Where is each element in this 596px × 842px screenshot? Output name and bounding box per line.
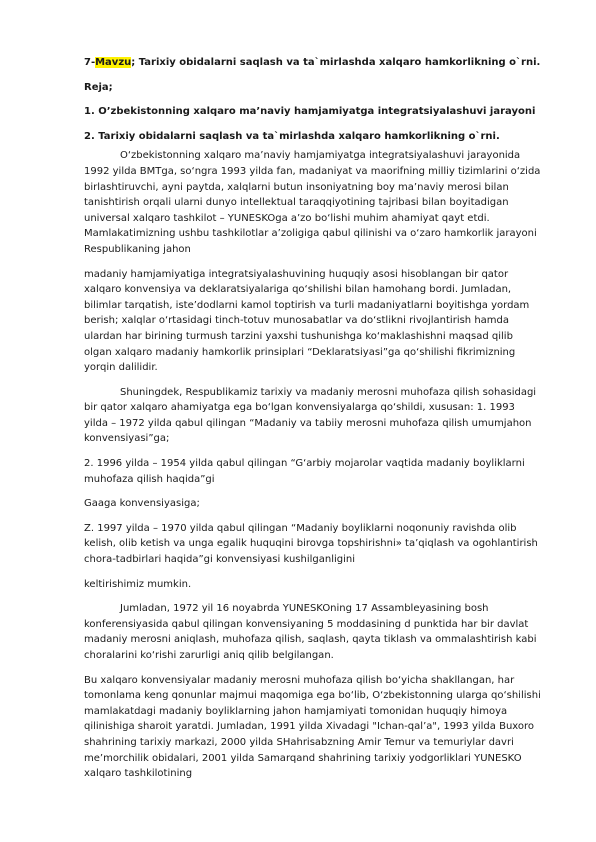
paragraph-9: Bu xalqaro konvensiyalar madaniy merosni muhofaza qilish bo‘yicha shakllangan, har tomonlama keng qonunlar majmui maqomiga ega bo‘lib, O‘zbekistonning ularga qo‘shilishi mamlakatdagi madaniy boyliklarning jahon hamjamiyati tomonidan huquqiy himoya qilinishiga sharoit yaratdi. Jumladan, 1991 yilda Xivadagi "Ichan-qal’a", 1993 yilda Buxoro shahrining tarixiy markazi, 2000 yilda SHahrisabzning Amir Temur va temuriylar davri me’morchilik obidalari, 2001 yilda Samarqand shahrining tarixiy yodgorliklari YUNESKO xalqaro tashkilotining: [84, 674, 541, 780]
paragraph-2: madaniy hamjamiyatiga integratsiyalashuvining huquqiy asosi hisoblangan bir qator xalqaro konvensiya va deklaratsiyalariga qo‘shilishi bilan hamohang bordi. Jumladan, bilimlar tarqatish, iste’dodlarni kamol toptirish va turli madaniyatlarni boyitishga yordam berish; xalqlar o‘rtasidagi tinch-totuv munosabatlar va do‘stlikni rivojlantirish hamda ulardan har birining turmush tarzini yaxshi tushunishga ko‘maklashishni maqsad qilib olgan xalqaro madaniy hamkorlik prinsiplari “Deklaratsiyasi”ga qo‘shilishi fikrimizning yorqin dalilidir.: [84, 268, 530, 374]
title-prefix: 7-: [84, 57, 96, 68]
plan-heading: Reja;: [84, 81, 113, 93]
paragraph-8: Jumladan, 1972 yil 16 noyabrda YUNESKOning 17 Assambleyasining bosh konferensiyasida qabul qilingan konvensiyaning 5 moddasining d punktida har bir davlat madaniy merosni aniqlash, muhofaza qilish, saqlash, qayta tiklash va ommalashtirish kabi choralarini ko‘rishi zarurligi aniq qilib belgilangan.: [84, 603, 537, 661]
document-title: [84, 55, 541, 71]
paragraph-4: 2. 1996 yilda – 1954 yilda qabul qilingan “G‘arbiy mojarolar vaqtida madaniy boyliklarni muhofaza qilish haqida”gi: [84, 458, 525, 485]
title-rest: ; Tarixiy obidalarni saqlash va ta`mirlashda xalqaro hamkorlikning o`rni.: [131, 57, 541, 68]
paragraph-7: keltirishimiz mumkin.: [84, 578, 192, 590]
plan-item-2: 2. Tarixiy obidalarni saqlash va ta`mirlashda xalqaro hamkorlikning o`rni.: [84, 130, 500, 142]
paragraph-1: O‘zbekistonning xalqaro ma’naviy hamjamiyatga integratsiyalashuvi jarayonida 1992 yilda BMTga, so‘ngra 1993 yilda fan, madaniyat va maorifning milliy tizimlarini o‘zida birlashtiruvchi, ayni paytda, xalqlarni butun insoniyatning boy ma’naviy merosi bilan tanishtirish orqali ularni dunyo intellektual taraqqiyotining tajribasi bilan boyitadigan universal xalqaro tashkilot – YUNESKOga a’zo bo‘lishi muhim ahamiyat qayt etdi. Mamlakatimizning ushbu tashkilotlar a’zoligiga qabul qilinishi va o‘zaro hamkorlik jarayoni Respublikaning jahon: [84, 150, 541, 255]
paragraph-6: Z. 1997 yilda – 1970 yilda qabul qilingan “Madaniy boyliklarni noqonuniy ravishda olib kelish, olib ketish va unga egalik huquqini birovga topshirishni» ta’qiqlash va ogohlantirish chora-tadbirlari haqida”gi konvensiyasi kushilganligini: [84, 522, 538, 566]
paragraph-5: Gaaga konvensiyasiga;: [84, 498, 200, 510]
plan-item-1: 1. O’zbekistonning xalqaro ma’naviy hamjamiyatga integratsiyalashuvi jarayoni: [84, 106, 536, 118]
title-highlight: Mavzu: [95, 57, 132, 68]
paragraph-3: Shuningdek, Respublikamiz tarixiy va madaniy merosni muhofaza qilish sohasidagi bir qator xalqaro ahamiyatga ega bo‘lgan konvensiyalarga qo‘shildi, xususan: 1. 1993 yilda – 1972 yilda qabul qilingan “Madaniy va tabiiy merosni muhofaza qilish umumjahon konvensiyasi”ga;: [84, 386, 537, 445]
